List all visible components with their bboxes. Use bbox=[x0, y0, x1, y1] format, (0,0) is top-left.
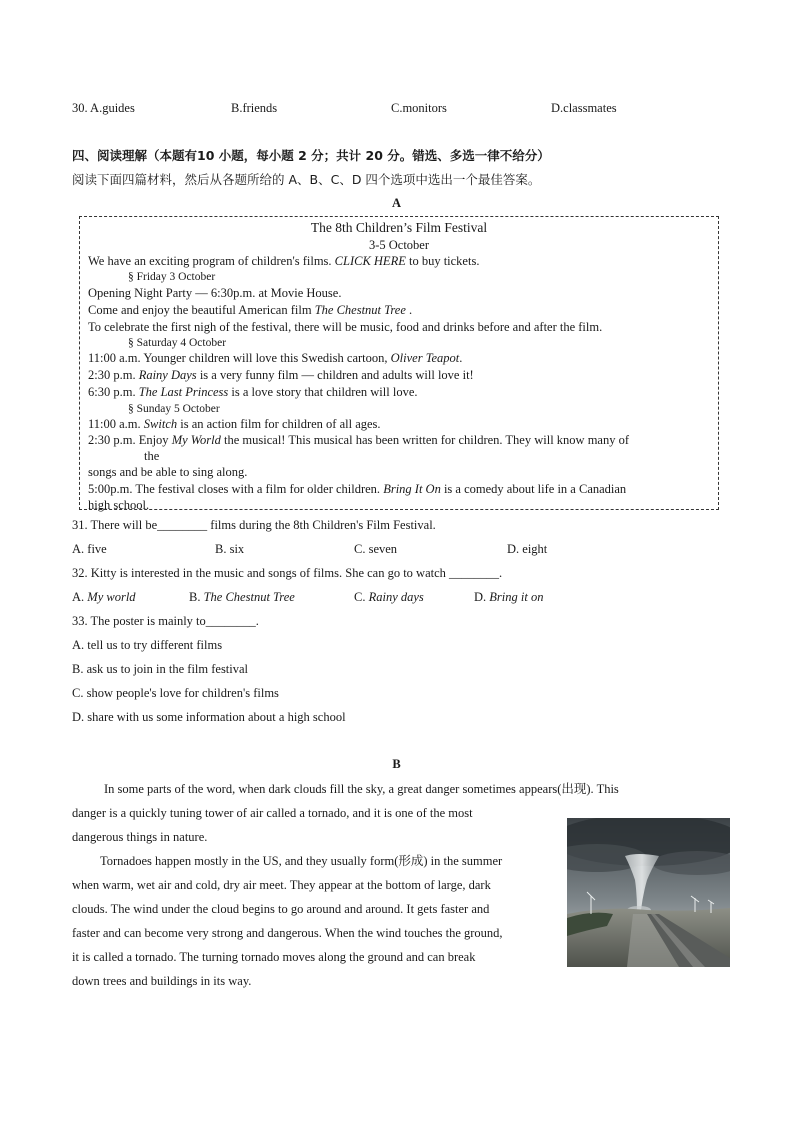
friday-line-1: Opening Night Party — 6:30p.m. at Movie House. bbox=[88, 286, 342, 300]
q31-option-a: A. five bbox=[72, 542, 107, 556]
passage-b-line-5: when warm, wet air and cold, dry air meet. They appear at the bottom of large, dark bbox=[72, 878, 491, 892]
friday-heading: § Friday 3 October bbox=[128, 271, 216, 283]
section-heading: 四、阅读理解（本题有10 小题，每小题 2 分；共计 20 分。错选、多选一律不给分） bbox=[72, 148, 550, 163]
q33-option-d: D. share with us some information about a high school bbox=[72, 710, 346, 724]
saturday-line-1: 11:00 a.m. Younger children will love this Swedish cartoon, Oliver Teapot. bbox=[88, 351, 463, 365]
sunday-line-2-wrap: the bbox=[144, 449, 160, 463]
passage-b-line-4: Tornadoes happen mostly in the US, and they usually form(形成) in the summer bbox=[100, 854, 503, 868]
q33-option-a: A. tell us to try different films bbox=[72, 638, 223, 652]
passage-a-label: A bbox=[391, 196, 402, 210]
q30-option-a: 30. A.guides bbox=[72, 101, 135, 115]
passage-b-line-3: dangerous things in nature. bbox=[72, 830, 208, 844]
q32-option-d: D. Bring it on bbox=[474, 590, 544, 604]
q30-option-c: C.monitors bbox=[391, 101, 447, 115]
sunday-line-4-wrap: high school. bbox=[88, 498, 150, 512]
sunday-line-3: songs and be able to sing along. bbox=[88, 465, 248, 479]
q33-stem: 33. The poster is mainly to________. bbox=[72, 614, 259, 628]
q33-option-b: B. ask us to join in the film festival bbox=[72, 662, 249, 676]
q31-option-b: B. six bbox=[215, 542, 245, 556]
q33-option-c: C. show people's love for children's films bbox=[72, 686, 279, 700]
poster-title: The 8th Children’s Film Festival bbox=[310, 220, 488, 235]
saturday-heading: § Saturday 4 October bbox=[128, 337, 227, 349]
passage-b-line-6: clouds. The wind under the cloud begins to go around and around. It gets faster and bbox=[72, 902, 490, 916]
tornado-illustration bbox=[567, 818, 730, 967]
click-here-link: CLICK HERE bbox=[334, 254, 406, 268]
passage-b-line-8: it is called a tornado. The turning tornado moves along the ground and can break bbox=[72, 950, 476, 964]
q32-option-a: A. My world bbox=[72, 590, 136, 604]
q31-option-c: C. seven bbox=[354, 542, 398, 556]
saturday-line-3: 6:30 p.m. The Last Princess is a love story that children will love. bbox=[88, 385, 418, 399]
section-instruction: 阅读下面四篇材料，然后从各题所给的 A、B、C、D 四个选项中选出一个最佳答案。 bbox=[72, 172, 541, 187]
passage-b-line-7: faster and can become very strong and dangerous. When the wind touches the ground, bbox=[72, 926, 503, 940]
q32-option-b: B. The Chestnut Tree bbox=[189, 590, 295, 604]
poster-dates: 3-5 October bbox=[368, 238, 430, 252]
sunday-line-2: 2:30 p.m. Enjoy My World the musical! This musical has been written for children. They will know many of bbox=[88, 433, 630, 447]
sunday-line-4: 5:00p.m. The festival closes with a film for older children. Bring It On is a comedy about life in a Canadian bbox=[88, 482, 627, 496]
tornado-photo bbox=[567, 818, 730, 967]
passage-b-line-1: In some parts of the word, when dark clouds fill the sky, a great danger sometimes appears(出现). This bbox=[104, 782, 619, 796]
q32-option-c: C. Rainy days bbox=[354, 590, 424, 604]
poster-intro: We have an exciting program of children's films. CLICK HERE to buy tickets. bbox=[88, 254, 480, 268]
saturday-line-2: 2:30 p.m. Rainy Days is a very funny film — children and adults will love it! bbox=[88, 368, 474, 382]
q31-option-d: D. eight bbox=[507, 542, 548, 556]
film-festival-poster bbox=[79, 216, 719, 510]
q31-stem: 31. There will be________ films during the 8th Children's Film Festival. bbox=[72, 518, 436, 532]
passage-b-label: B bbox=[392, 757, 401, 771]
passage-b-line-2: danger is a quickly tuning tower of air called a tornado, and it is one of the most bbox=[72, 806, 473, 820]
sunday-heading: § Sunday 5 October bbox=[128, 403, 220, 415]
passage-b-line-9: down trees and buildings in its way. bbox=[72, 974, 252, 988]
friday-line-3: To celebrate the first nigh of the festival, there will be music, food and drinks before and after the film. bbox=[88, 320, 603, 334]
q30-option-b: B.friends bbox=[231, 101, 278, 115]
sunday-line-1: 11:00 a.m. Switch is an action film for children of all ages. bbox=[88, 417, 381, 431]
q30-option-d: D.classmates bbox=[551, 101, 617, 115]
q32-stem: 32. Kitty is interested in the music and songs of films. She can go to watch ________. bbox=[72, 566, 503, 580]
friday-line-2: Come and enjoy the beautiful American film The Chestnut Tree . bbox=[88, 303, 413, 317]
